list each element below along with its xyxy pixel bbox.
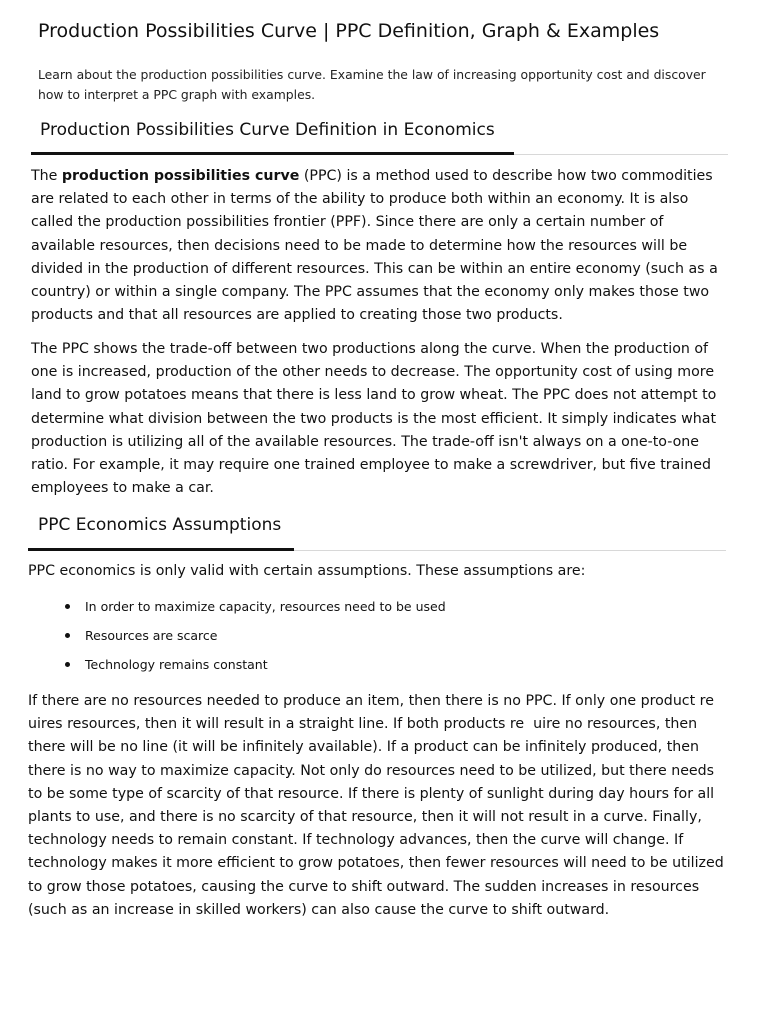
list-item: In order to maximize capacity, resources need to be used — [38, 594, 446, 623]
section-heading-underline — [28, 548, 294, 551]
tradeoff-paragraph: The PPC shows the trade-off between two productions along the curve. When the production of one is increased, production of the other needs to decrease. The opportunity cost of using more land to grow potatoes means that there is less land to grow wheat. The PPC does not attempt to determine what division between the two products is the most efficient. It simply indicates what production is utilizing all of the available resources. The trade-off isn't always on a one-to-one ratio. For example, it may require one trained employee to make a screwdriver, but five trained employees to make a car. — [31, 341, 717, 497]
definition-paragraph — [31, 165, 728, 327]
paragraph-text: (PPC) is a method used to describe how two commodities are related to each other in terms of the ability to produce both within an economy. It is also called the production possibilities frontier (PPF). Since there are only a certain number of available resources, then decisions need to be made to determine how the resources will be divided in the production of different resources. This can be within an entire economy (such as a country) or within a single company. The PPC assumes that the economy only makes those two products and that all resources are applied to creating those two products. — [31, 168, 718, 324]
bold-term: production possibilities curve — [61, 168, 300, 184]
assumptions-list — [38, 594, 446, 681]
section-heading-underline — [31, 152, 514, 155]
page-description: Learn about the production possibilities curve. Examine the law of increasing opportunity cost and discover how to interpret a PPC graph with examples. — [38, 67, 706, 102]
page-title: Production Possibilities Curve | PPC Definition, Graph & Examples — [38, 20, 660, 42]
list-item: Technology remains constant — [38, 652, 446, 681]
section-heading-definition: Production Possibilities Curve Definition in Economics — [40, 120, 495, 140]
assumptions-paragraph: If there are no resources needed to produce an item, then there is no PPC. If only one product re uires resources, then it will result in a straight line. If both products re uire no resources, then there will be no line (it will be infinitely available). If a product can be infinitely produced, then there is no way to maximize capacity. Not only do resources need to be utilized, but there needs to be some type of scarcity of that resource. If there is plenty of sunlight during day hours for all plants to use, and there is no scarcity of that resource, then it will not result in a curve. Finally, technology needs to remain constant. If technology advances, then the curve will change. If technology makes it more efficient to grow potatoes, then fewer resources will need to be utilized to grow those potatoes, causing the curve to shift outward. The sudden increases in resources (such as an increase in skilled workers) can also cause the curve to shift outward. — [28, 693, 729, 918]
list-item: Resources are scarce — [38, 623, 446, 652]
assumptions-intro: PPC economics is only valid with certain assumptions. These assumptions are: — [28, 563, 586, 579]
paragraph-text: The — [31, 168, 62, 184]
section-heading-assumptions: PPC Economics Assumptions — [38, 515, 282, 535]
